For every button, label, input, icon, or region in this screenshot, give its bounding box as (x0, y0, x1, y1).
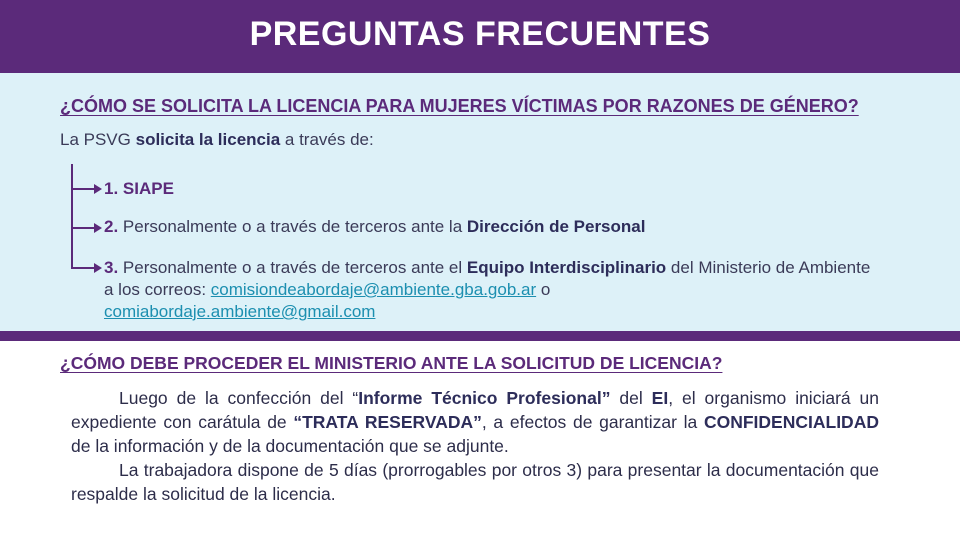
option-number: 3. (104, 258, 119, 277)
tree-branch (71, 188, 95, 190)
email-link-comision[interactable]: comisiondeabordaje@ambiente.gba.gob.ar (210, 280, 537, 299)
tree-connector-line (71, 164, 73, 268)
option-item-direccion-personal (104, 216, 645, 238)
email-link-gmail[interactable]: comiabordaje.ambiente@gmail.com (104, 302, 376, 321)
option-text-continued: del Ministerio de Ambiente a los correos: (104, 258, 871, 299)
text: del (610, 388, 652, 408)
tree-branch (71, 227, 95, 229)
header-bar (0, 0, 960, 73)
arrow-right-icon (94, 263, 102, 273)
question-1-intro (60, 130, 374, 150)
question-1-title: ¿CÓMO SE SOLICITA LA LICENCIA PARA MUJERES VÍCTIMAS POR RAZONES DE GÉNERO? (60, 96, 859, 116)
option-item-siape (104, 178, 174, 200)
option-bold-text: Dirección de Personal (466, 217, 646, 236)
option-number: 1. SIAPE (104, 179, 174, 198)
option-item-equipo-interdisciplinario (104, 257, 874, 323)
text: de la información y de la documentación que se adjunte. (71, 436, 509, 456)
bold-text: EI (651, 388, 669, 408)
question-2-answer (71, 386, 879, 506)
email-separator: o (536, 280, 551, 299)
text: Luego de la confección del “ (119, 388, 359, 408)
option-text: Personalmente o a través de terceros ante el (118, 258, 467, 277)
bold-text: “TRATA RESERVADA” (293, 412, 482, 432)
intro-text-end: a través de: (280, 130, 374, 149)
bold-text: CONFIDENCIALIDAD (703, 412, 879, 432)
question-2-title: ¿CÓMO DEBE PROCEDER EL MINISTERIO ANTE LA SOLICITUD DE LICENCIA? (60, 353, 723, 373)
answer-paragraph-1 (71, 386, 879, 458)
intro-bold-text: solicita la licencia (135, 130, 281, 149)
text: , el organismo iniciará un expediente con carátula de (71, 388, 880, 432)
section-divider (0, 331, 960, 341)
option-number: 2. (104, 217, 119, 236)
option-text: Personalmente o a través de terceros ante la (118, 217, 467, 236)
text: , a efectos de garantizar la (481, 412, 704, 432)
answer-paragraph-2: La trabajadora dispone de 5 días (prorrogables por otros 3) para presentar la documentación que respalde la solicitud de la licencia. (71, 460, 879, 504)
bold-text: Informe Técnico Profesional” (358, 388, 611, 408)
tree-branch (71, 267, 95, 269)
option-bold-text: Equipo Interdisciplinario (466, 258, 667, 277)
arrow-right-icon (94, 223, 102, 233)
intro-text: La PSVG (60, 130, 136, 149)
page-title: PREGUNTAS FRECUENTES (249, 15, 711, 53)
arrow-right-icon (94, 184, 102, 194)
